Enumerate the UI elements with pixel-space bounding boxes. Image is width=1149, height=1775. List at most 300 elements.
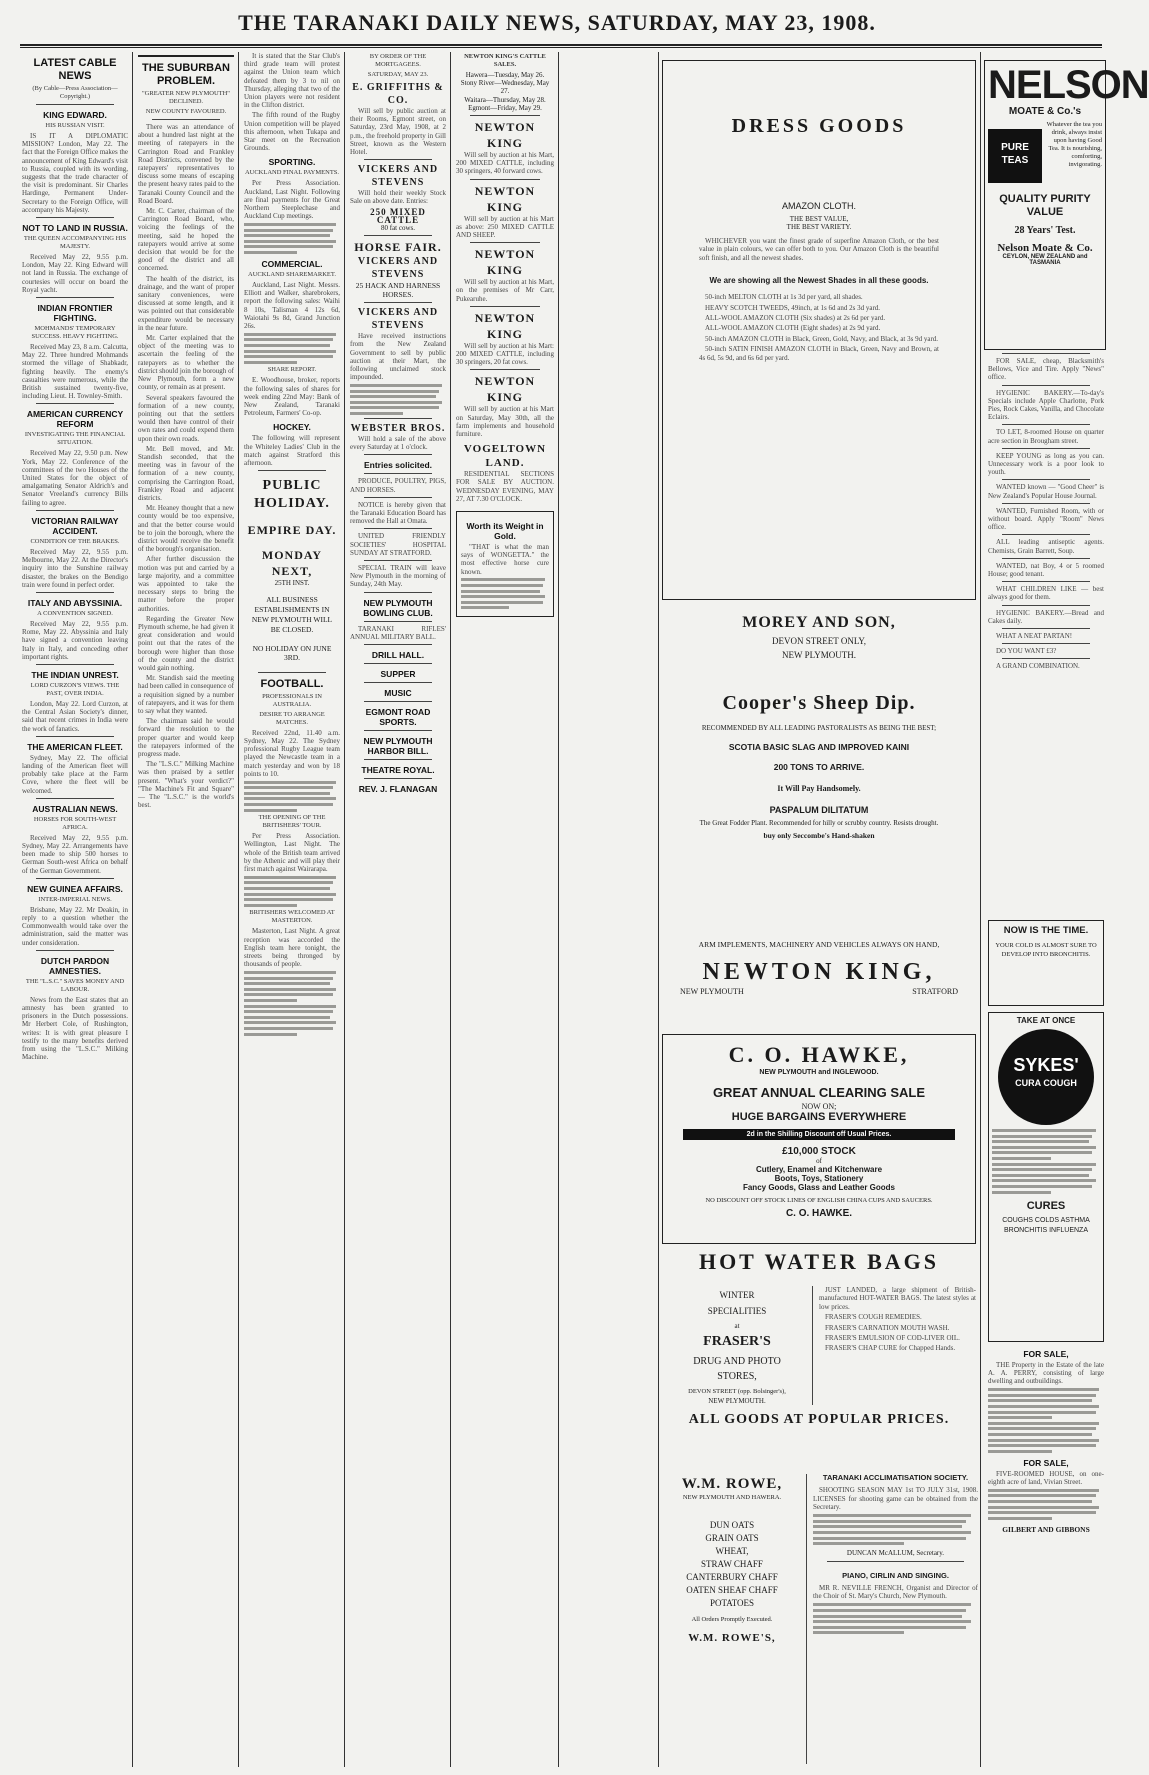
small-ad-rule <box>1002 503 1090 504</box>
small-ad-rule <box>1002 658 1090 659</box>
small-ad-rule <box>1002 353 1090 354</box>
best-value: THE BEST VALUE, <box>789 215 849 223</box>
small-ad-rule <box>1002 385 1090 386</box>
hawke-boots: Boots, Toys, Stationery <box>774 1174 864 1183</box>
notice-rule <box>364 663 432 664</box>
text-line <box>244 881 333 884</box>
text-line <box>992 1140 1089 1143</box>
tons-arrive: 200 TONS TO ARRIVE. <box>773 762 865 772</box>
cable-section-body: Received May 23, 8 a.m. Calcutta, May 22. Three hundred Mohmands stormed the village of Shabkadr, fighting heavily. The enemy's casualties were numerous, while the British sustained twenty-five, including Lieut. H. Townley-Smith. <box>22 343 128 401</box>
holiday-monday: MONDAY NEXT, <box>261 548 323 579</box>
text-line <box>992 1129 1096 1132</box>
notice-rule <box>364 759 432 760</box>
notice-rule <box>364 701 432 702</box>
text-line <box>244 344 330 347</box>
vickers-2: VICKERS AND STEVENS <box>357 256 439 281</box>
newton-king-name: NEWTON KING <box>474 374 536 405</box>
rowe-item: CANTERBURY CHAFF <box>686 1572 778 1582</box>
cooper-ad <box>662 690 976 940</box>
nelson-footer: Nelson Moate & Co. <box>997 242 1093 254</box>
schedule-line: Egmont—Friday, May 29. <box>468 103 542 112</box>
football-sub3: THE OPENING OF THE BRITISHERS' TOUR. <box>258 814 326 830</box>
small-ad-rule <box>1002 643 1090 644</box>
text-line <box>244 803 333 806</box>
text-line <box>350 384 442 387</box>
griffiths-name: E. GRIFFITHS & CO. <box>352 82 444 106</box>
auction-notices <box>350 454 446 794</box>
fraser-item: FRASER'S CHAP CURE for Chapped Hands. <box>825 1344 956 1353</box>
text-line <box>244 361 297 364</box>
cable-section-title: THE INDIAN UNREST. <box>31 669 119 680</box>
small-ad-rule <box>1002 424 1090 425</box>
rowe-item: OATEN SHEAF CHAFF <box>686 1585 778 1595</box>
schedule-line: Waitara—Thursday, May 28. <box>464 95 546 104</box>
nelson-company: MOATE & Co.'s <box>1008 106 1082 117</box>
rowe-ad <box>662 1474 802 1764</box>
text-line <box>244 333 336 336</box>
text-line <box>988 1411 1096 1414</box>
cable-section-body: Received May 22, 9.50 p.m. New York, May 22. Conference of the committees of the two Houses of the United States for the object of amalgamating Senator Aldrich's and Senator Vreeland's currency Bills failing to agree. <box>22 449 128 507</box>
scotia-slag: SCOTIA BASIC SLAG AND IMPROVED KAINI <box>728 742 910 752</box>
sykes-name: SYKES' <box>1013 1055 1079 1075</box>
suburban-paragraph: The "L.S.C." Milking Machine was then praised by a settler present. "What's your verdict?" "The Machine's Fit and Square" — The "L.S.C." is the world's best. <box>138 760 234 810</box>
col3-paragraph: The fifth round of the Rugby Union competition will be played this afternoon, when Tukapa and Star meet on the Recreation Grounds. <box>244 111 340 153</box>
column-rule <box>558 52 559 1767</box>
small-ad-rule <box>1002 581 1090 582</box>
newton-king-title: NEWTON KING, <box>702 959 936 985</box>
text-line <box>988 1517 1052 1520</box>
hot-water-ad <box>662 1248 976 1468</box>
hw-winter: WINTER <box>719 1290 755 1300</box>
column-cable-news <box>18 52 132 1767</box>
text-line <box>244 1027 333 1030</box>
section-rule <box>36 664 114 665</box>
hawke-nodiscount: NO DISCOUNT OFF STOCK LINES OF ENGLISH CHINA CUPS AND SAUCERS. <box>705 1197 933 1204</box>
suburban-paragraph: There was an attendance of about a hundred last night at the meeting of ratepayers in the Carrington Road and Frankley Road Districts, convened by the ratepayers' representatives to discuss some means of escaping the present heavy rates paid to the Taranaki County Council and the Road Board. <box>138 123 234 205</box>
text-line <box>813 1537 966 1540</box>
newton-king-name: NEWTON KING <box>474 310 536 341</box>
section-rule <box>36 878 114 879</box>
nelson-body <box>988 121 1102 183</box>
suburban-paragraph: Mr. Carter explained that the object of the meeting was to ascertain the feeling of the ratepayers as to whether the district should join the borough of New Plymouth, form a new county, or remain as at present. <box>138 334 234 392</box>
holiday-date: 25TH INST. <box>274 579 310 588</box>
fraser-left <box>662 1286 812 1405</box>
now-time-ad <box>988 920 1104 1006</box>
hw-fraser: FRASER'S <box>703 1334 771 1349</box>
forsale-filler3 <box>988 1489 1104 1520</box>
nelson-side: Whatever the tea you drink, always insist upon having Good Tea. It is nourishing, comforting, invigorating. <box>1046 121 1102 168</box>
acclim-title: TARANAKI ACCLIMATISATION SOCIETY. <box>822 1473 969 1482</box>
hawke-bargains: HUGE BARGAINS EVERYWHERE <box>731 1111 907 1123</box>
suburban-paragraphs <box>138 123 234 809</box>
cable-section-body: Received May 22, 9.55 p.m. Rome, May 22. Abyssinia and Italy have signed a convention leaving Italy in Italy, and conceding other important rights. <box>22 619 128 661</box>
text-line <box>244 1016 330 1019</box>
acclim-ad <box>806 1474 978 1764</box>
masthead-title: THE TARANAKI DAILY NEWS, SATURDAY, MAY 23, 1908. <box>238 10 876 35</box>
notice-rule <box>364 730 432 731</box>
section-rule <box>36 217 114 218</box>
football-filler <box>244 781 340 812</box>
notice-rule <box>364 560 432 561</box>
column-newton-king <box>452 52 558 1767</box>
suburban-paragraph: Mr. C. Carter, chairman of the Carrington Road Board, who, voicing the feelings of the meeting, said he hoped the ratepayers would arrive at some decision that would be for the good of the district and all concerned. <box>138 207 234 273</box>
hot-water-title: HOT WATER BAGS <box>698 1249 940 1274</box>
suburban-paragraph: Mr. Standish said the meeting had been called in consequence of a requisition signed by a number of ratepayers, and it was for them to say what they wanted. <box>138 674 234 716</box>
sporting-body: Per Press Association. Auckland, Last Night. Following are final payments for the Great Northern Steeplechase and Auckland Cup meetings. <box>244 179 340 221</box>
small-ad: WHAT CHILDREN LIKE — best always good for them. <box>988 585 1104 602</box>
football-body2: Per Press Association. Wellington, Last Night. The whole of the British team arrived by the Athenic and will play their first match against Wairarapa. <box>244 832 340 874</box>
piano-filler <box>813 1603 978 1634</box>
hockey-body: The following will represent the Whiteley Ladies' Club in the match against Stratford this afternoon. <box>244 434 340 468</box>
text-line <box>992 1157 1051 1160</box>
text-line <box>992 1151 1092 1154</box>
auction-notice: MUSIC <box>384 688 412 699</box>
newton-king-body: Will sell by auction at his Mart on Saturday, May 30th, all the farm implements and household furniture. <box>456 405 554 439</box>
text-line <box>244 893 336 896</box>
text-line <box>244 993 333 996</box>
sporting-filler <box>244 223 340 254</box>
notice-rule <box>364 528 432 529</box>
section-rule <box>36 403 114 404</box>
holiday-title: PUBLIC HOLIDAY. <box>254 478 330 512</box>
rowe-item: DUN OATS <box>709 1520 755 1530</box>
text-line <box>244 1010 333 1013</box>
nelson-title: NELSON <box>988 63 1149 107</box>
newton-rule <box>470 306 540 307</box>
text-line <box>813 1514 971 1517</box>
text-line <box>988 1388 1099 1391</box>
text-line <box>988 1433 1092 1436</box>
newton-schedule <box>456 71 554 112</box>
cable-section-sub: A CONVENTION SIGNED. <box>37 609 113 617</box>
commercial-body: Auckland, Last Night. Messrs. Elliott and Walker, sharebrokers, report the following sales: Waihi 8 10s, Talisman 4 12s 6d, Waiotahi 9s 8d, Grand Junction 26s. <box>244 281 340 331</box>
newest-shades: We are showing all the Newest Shades in all these goods. <box>709 276 929 286</box>
sykes-badge <box>998 1029 1094 1125</box>
forsale-filler2 <box>988 1422 1104 1453</box>
text-line <box>244 1021 336 1024</box>
newton-cattle-heading: NEWTON KING'S CATTLE SALES. <box>464 53 546 68</box>
newton-king-name: NEWTON KING <box>474 183 536 214</box>
horse-fair: HORSE FAIR. <box>354 240 442 255</box>
text-line <box>813 1525 962 1528</box>
col3-intro <box>244 52 340 152</box>
hawke-sale: GREAT ANNUAL CLEARING SALE <box>712 1085 926 1100</box>
text-line <box>992 1135 1092 1138</box>
cable-section-title: KING EDWARD. <box>43 110 107 120</box>
dress-price: HEAVY SCOTCH TWEEDS, 49inch, at 1s 6d and 2s 3d yard. <box>705 303 881 312</box>
wongetta-body: "THAT is what the man says of WONGETTA." the most effective horse cure known. <box>461 543 549 576</box>
suburban-paragraph: Several speakers favoured the formation of a new county, pointing out that the settlers would then have control of their own rates and could expend them upon their own roads. <box>138 393 234 443</box>
small-ad: ALL leading antiseptic agents. Chemists, Grain Barrett, Soup. <box>988 538 1104 555</box>
text-line <box>988 1489 1099 1492</box>
amazon-cloth: AMAZON CLOTH. <box>781 201 856 211</box>
small-ad: WANTED, nat Boy, 4 or 5 roomed House; good tenant. <box>988 561 1104 579</box>
cable-section-sub: LORD CURZON'S VIEWS. THE PAST, OVER INDIA. <box>30 681 120 697</box>
masthead-rule <box>20 44 1102 48</box>
rowe-place: NEW PLYMOUTH AND HAWERA. <box>682 1494 782 1501</box>
forsale-body2: FIVE-ROOMED HOUSE, on one-eighth acre of land, Vivian Street. <box>988 1469 1104 1486</box>
section-rule <box>36 950 114 951</box>
hockey-heading: HOCKEY. <box>273 422 311 433</box>
dress-goods-ad <box>662 60 976 600</box>
cable-section-body: London, May 22. Lord Curzon, at the Central Asian Society's dinner, said that recent crimes in India were the work of fanatics. <box>22 699 128 733</box>
notice-rule <box>364 682 432 683</box>
newton-king-body: Will sell by auction at his Mart, on the premises of Mr Carr, Pukearuhe. <box>456 278 554 303</box>
text-line <box>350 406 439 409</box>
hw-drug: DRUG AND PHOTO <box>693 1356 781 1367</box>
small-ad: HYGIENIC BAKERY.—To-day's Specials include Apple Charlotte, Pork Pies, Rock Cakes, Vanilla, and Chocolate Eclairs. <box>988 388 1104 422</box>
text-line <box>813 1615 962 1618</box>
commercial-heading: COMMERCIAL. <box>261 259 323 270</box>
rowe-sign: W.M. ROWE'S, <box>688 1632 776 1644</box>
col3-paragraph: It is stated that the Star Club's third grade team will protest against the Union team which defeated them by 3 to nil on Thursday, alleging that two of the Union players were not resident in the Clifton district. <box>244 52 340 110</box>
hawke-of: of <box>816 1157 822 1165</box>
commercial-filler <box>244 333 340 364</box>
small-ads <box>984 350 1108 910</box>
schedule-line: Stony River—Wednesday, May 27. <box>460 79 550 96</box>
auction-notice: EGMONT ROAD SPORTS. <box>365 707 431 728</box>
cable-section-title: INDIAN FRONTIER FIGHTING. <box>37 303 113 324</box>
column-rule <box>344 52 345 1767</box>
cable-section-body: Received May 22, 9.55 p.m. London, May 22. King Edward will not land in Russia. The exchange of courtesies will occur on board the Royal yacht. <box>22 253 128 294</box>
hw-stores: STORES, <box>717 1371 757 1382</box>
section-rule <box>36 104 114 105</box>
cable-section-body: Brisbane, May 22. Mr Deakin, in reply to a question whether the Commonwealth would take over the administration, said the matter was under consideration. <box>22 905 128 947</box>
text-line <box>992 1174 1089 1177</box>
text-line <box>988 1422 1099 1425</box>
small-ad-rule <box>1002 628 1090 629</box>
newton-stratford: STRATFORD <box>912 987 958 996</box>
vickers-3-filler <box>350 384 446 415</box>
small-ad-rule <box>1002 534 1090 535</box>
dress-price: 50-inch AMAZON CLOTH in Black, Green, Gold, Navy, and Black, at 3s 9d yard. <box>705 334 939 343</box>
text-line <box>244 809 297 812</box>
suburban-paragraph: The chairman said he would forward the resolution to the proper quarter and would keep the ratepayers informed of the progress made. <box>138 717 234 759</box>
nelson-years: 28 Years' Test. <box>1014 225 1076 236</box>
newton-king-name: NEWTON KING <box>474 120 536 151</box>
notice-rule <box>364 473 432 474</box>
arm-implements: ARM IMPLEMENTS, MACHINERY AND VEHICLES ALWAYS ON HAND, <box>698 940 940 949</box>
football-heading: FOOTBALL. <box>260 677 324 690</box>
text-line <box>244 240 336 243</box>
cable-section-body: IS IT A DIPLOMATIC MISSION? London, May 22. The fact that the Foreign Office makes the announcement of King Edward's visit to Russia, coupled with its wording, suggests that the trade character of the visit is predominant. Sir Charles Hardinge, Permanent Under-Secretary to the Foreign Office, will accompany his Majesty. <box>22 132 128 214</box>
forsale-title2: FOR SALE, <box>1023 1457 1069 1468</box>
cable-section-sub: THE "L.S.C." SAVES MONEY AND LABOUR. <box>25 977 125 993</box>
auction-notice: Entries solicited. <box>363 460 433 471</box>
paspalum-body: The Great Fodder Plant. Recommended for hilly or scrubby country. Resists drought. <box>699 819 939 827</box>
rowe-item: WHEAT, <box>715 1546 749 1556</box>
notice-rule <box>364 497 432 498</box>
fraser-item: FRASER'S EMULSION OF COD-LIVER OIL. <box>825 1334 960 1343</box>
text-line <box>461 601 543 604</box>
small-ad: WANTED known — "Good Cheer" is New Zealand's Popular House Journal. <box>988 483 1104 500</box>
text-line <box>988 1427 1096 1430</box>
auction-notice: NOTICE is hereby given that the Taranaki Education Board has removed the Hall at Omata. <box>350 500 446 526</box>
griffiths-body: Will sell by public auction at their Rooms, Egmont street, on Saturday, 23rd May, 1908, at 2 p.m., the freehold property in Gill Street, known as the Western Hotel. <box>350 107 446 157</box>
nelson-quality: QUALITY PURITY VALUE <box>999 193 1091 218</box>
fraser-right <box>812 1286 976 1405</box>
auction-notice: NEW PLYMOUTH BOWLING CLUB. <box>363 597 433 618</box>
cable-news-sections <box>22 104 128 1061</box>
football-body: Received 22nd, 11.40 a.m. Sydney, May 22. The Sydney professional Rugby League team played the Newcastle team in a match yesterday and won by 18 points to 10. <box>244 728 340 778</box>
football-sub1: PROFESSIONALS IN AUSTRALIA. <box>262 692 322 708</box>
text-line <box>813 1609 966 1612</box>
text-line <box>461 578 545 581</box>
dress-price-list <box>699 293 939 362</box>
hw-np: NEW PLYMOUTH. <box>708 1397 766 1405</box>
forsale-sign: GILBERT AND GIBBONS <box>1002 1524 1090 1534</box>
vickers-1-lotsub: 80 fat cows. <box>380 224 416 233</box>
nelson-ad <box>984 60 1149 350</box>
holiday-empire: EMPIRE DAY. <box>247 523 337 538</box>
football-filler2 <box>244 876 340 907</box>
section-rule <box>36 510 114 511</box>
share-body: E. Woodhouse, broker, reports the following sales of shares for week ending 22nd May: Bank of New Zealand, Taranaki Petroleum, Farmers' Co-op. <box>244 376 340 418</box>
will-pay: It Will Pay Handsomely. <box>777 784 861 793</box>
sporting-sub: AUCKLAND FINAL PAYMENTS. <box>244 169 340 177</box>
hw-at: at <box>734 1322 740 1330</box>
text-line <box>988 1394 1096 1397</box>
text-line <box>988 1500 1092 1503</box>
vogeltown-body: RESIDENTIAL SECTIONS FOR SALE BY AUCTION. WEDNESDAY EVENING, MAY 27, AT 7.30 O'CLOCK. <box>456 470 554 503</box>
suburban-paragraph: Regarding the Greater New Plymouth scheme, he had given it great consideration and would point out that the rates of the borough were higher than those of the county and the district would gain nothing. <box>138 614 234 672</box>
cable-section-title: DUTCH PARDON AMNESTIES. <box>40 955 110 976</box>
column-rule <box>238 52 239 1767</box>
hawke-now: NOW ON; <box>801 1102 837 1111</box>
cable-section-title: VICTORIAN RAILWAY ACCIDENT. <box>31 515 119 536</box>
share-heading: SHARE REPORT. <box>267 366 317 374</box>
newton-rule <box>470 179 540 180</box>
text-line <box>461 584 543 587</box>
morey-street: DEVON STREET ONLY, <box>771 636 867 646</box>
small-ad: WHAT A NEAT PARTAN! <box>996 632 1073 641</box>
dress-price: ALL-WOOL AMAZON CLOTH (Eight shades) at 2s 9d yard. <box>705 324 881 333</box>
text-line <box>244 792 330 795</box>
newton-rule <box>470 369 540 370</box>
newton-king-body: Will sell by auction at his Mart, 200 MIXED CATTLE, including 30 springers, 40 forward cows. <box>456 151 554 176</box>
morey-town: NEW PLYMOUTH. <box>782 650 856 660</box>
auction-notice: THEATRE ROYAL. <box>361 765 435 776</box>
small-ad-rule <box>1002 605 1090 606</box>
cable-section-title: NEW GUINEA AFFAIRS. <box>27 883 123 894</box>
handshaken: buy only Seccombe's Hand-shaken <box>763 831 875 840</box>
text-line <box>244 223 336 226</box>
text-line <box>244 251 297 254</box>
section-rule <box>36 798 114 799</box>
cable-news-byline: (By Cable—Press Association—Copyright.) <box>32 85 118 100</box>
sykes-ad <box>988 1012 1104 1342</box>
text-line <box>988 1506 1099 1509</box>
text-line <box>813 1531 971 1534</box>
suburban-sub2: NEW COUNTY FAVOURED. <box>145 108 227 115</box>
text-line <box>992 1191 1051 1194</box>
wongetta-filler <box>461 578 549 609</box>
notice-rule <box>364 778 432 779</box>
text-line <box>992 1179 1096 1182</box>
hw-devon: DEVON STREET (opp. Bolsinger's), <box>688 1388 786 1395</box>
newton-rule <box>470 242 540 243</box>
text-line <box>350 390 439 393</box>
football-body3: Masterton, Last Night. A great reception was accorded the English team here tonight, the streets being thronged by thousands of people. <box>244 927 340 969</box>
text-line <box>244 876 336 879</box>
sporting-heading: SPORTING. <box>268 157 316 168</box>
vickers-3: VICKERS AND STEVENS <box>357 307 439 332</box>
column-suburban <box>134 52 238 1767</box>
newton-king-banner <box>662 940 976 1020</box>
text-line <box>244 797 336 800</box>
text-line <box>350 395 436 398</box>
dress-body: WHICHEVER you want the finest grade of superfine Amazon Cloth, or the best value in plain colours, we can offer both to you. Our Amazon Cloth is the beautiful soft finish, and all the newest shades. <box>699 237 939 262</box>
text-line <box>992 1146 1096 1149</box>
piano-body: MR R. NEVILLE FRENCH, Organist and Director of the Choir of St. Mary's Church, New Plymouth. <box>813 1584 978 1601</box>
text-line <box>244 988 336 991</box>
notice-rule <box>364 621 432 622</box>
forsale-filler <box>988 1388 1104 1419</box>
small-ad: KEEP YOUNG as long as you can. Unnecessary work is a poor look to youth. <box>988 451 1104 477</box>
cable-news-heading: LATEST CABLE NEWS <box>33 57 117 82</box>
wongetta-box <box>456 511 554 617</box>
acclim-body: SHOOTING SEASON MAY 1st TO JULY 31st, 1908. LICENSES for shooting game can be obtained from the Secretary. <box>813 1486 978 1512</box>
small-ad-rule <box>1002 479 1090 480</box>
small-ad: WANTED, Furnished Room, with or without board. Apply "Room" News office. <box>988 506 1104 532</box>
column-rule <box>450 52 451 1767</box>
hw-specialities: SPECIALITIES <box>707 1306 767 1316</box>
cable-section-sub: MOHMANDS' TEMPORARY SUCCESS. HEAVY FIGHTING. <box>31 325 119 341</box>
auction-notice: TARANAKI RIFLES' ANNUAL MILITARY BALL. <box>350 624 446 641</box>
small-ad: FOR SALE, cheap, Blacksmith's Bellows, Vice and Tire. Apply "News" office. <box>988 357 1104 382</box>
text-line <box>461 606 509 609</box>
notice-rule <box>364 644 432 645</box>
cable-section-sub: INVESTIGATING THE FINANCIAL SITUATION. <box>24 431 126 447</box>
now-time-title: NOW IS THE TIME. <box>1003 925 1089 936</box>
auction-notice: NEW PLYMOUTH HARBOR BILL. <box>363 736 433 757</box>
section-rule <box>36 736 114 737</box>
text-line <box>988 1511 1096 1514</box>
dress-price: ALL-WOOL AMAZON CLOTH (Six shades) at 2s 6d per yard. <box>705 314 886 323</box>
fraser-item: FRASER'S COUGH REMEDIES. <box>825 1313 922 1322</box>
vickers-1-body: Will hold their weekly Stock Sale on above date. Entries: <box>350 189 446 206</box>
column-auctions <box>346 52 450 1767</box>
text-line <box>988 1399 1092 1402</box>
cooper-title: Cooper's Sheep Dip. <box>722 692 916 714</box>
acclim-sign: DUNCAN McALLUM, Secretary. <box>846 1549 945 1558</box>
small-ad-rule <box>1002 558 1090 559</box>
text-line <box>813 1542 904 1545</box>
newton-king-body: Will sell by auction at his Mart as above: 250 MIXED CATTLE AND SHEEP. <box>456 214 554 240</box>
newton-np: NEW PLYMOUTH <box>680 987 744 996</box>
text-line <box>988 1444 1096 1447</box>
hawke-name: C. O. HAWKE, <box>728 1042 910 1067</box>
text-line <box>244 229 333 232</box>
text-line <box>244 977 333 980</box>
vickers-3-body: Have received instructions from the New Zealand Government to sell by public auction at their Mart, the following unclaimed stock impounded. <box>350 332 446 382</box>
text-line <box>244 971 336 974</box>
morey-address <box>662 604 976 684</box>
section-rule <box>36 297 114 298</box>
cable-section-title: THE AMERICAN FLEET. <box>27 741 123 752</box>
vickers-1-lot: 250 MIXED CATTLE <box>370 206 426 225</box>
popular-prices: ALL GOODS AT POPULAR PRICES. <box>688 1412 950 1427</box>
newton-rule <box>470 115 540 116</box>
football-filler3 <box>244 971 340 1002</box>
hot-water-body <box>662 1286 976 1405</box>
cable-section-title: AUSTRALIAN NEWS. <box>32 803 118 814</box>
suburban-heading: THE SUBURBAN PROBLEM. <box>142 62 230 87</box>
now-time-body: YOUR COLD IS ALMOST SURE TO DEVELOP INTO BRONCHITIS. <box>995 942 1097 958</box>
text-line <box>461 595 545 598</box>
for-sale-ads <box>984 1344 1108 1764</box>
cable-section-title: AMERICAN CURRENCY REFORM <box>26 409 124 430</box>
